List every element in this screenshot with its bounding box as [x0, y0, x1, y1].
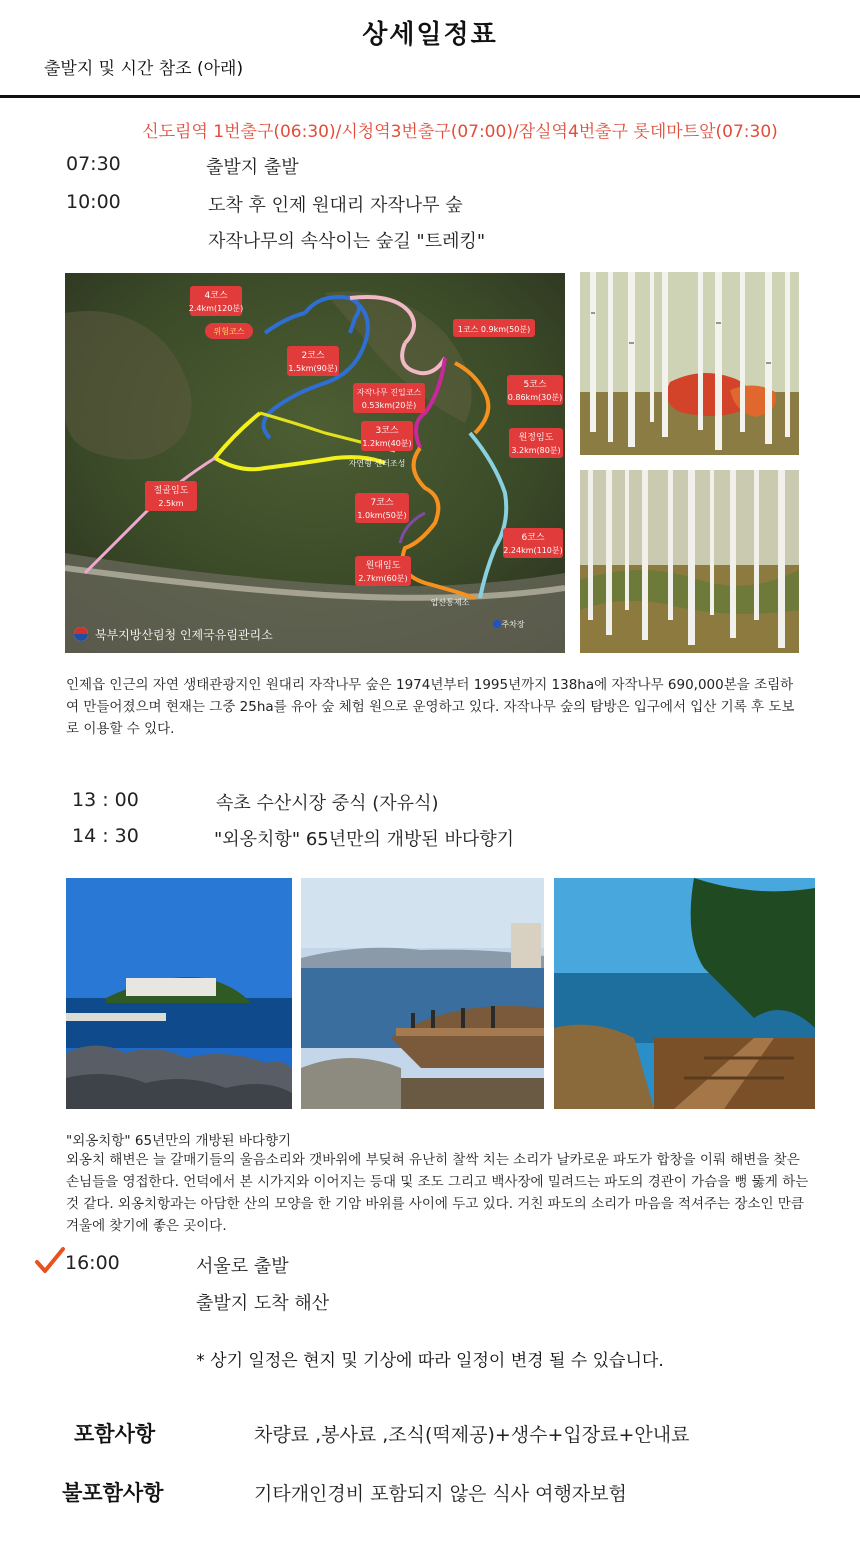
map-label: 3코스 — [375, 426, 399, 436]
map-label: 0.86km(30분) — [507, 393, 563, 402]
excluded-value: 기타개인경비 포함되지 않은 식사 여행자보험 — [254, 1483, 627, 1505]
included-label: 포함사항 — [74, 1422, 156, 1446]
map-label: 2.24km(110분) — [503, 546, 563, 555]
schedule-desc: 속초 수산시장 중식 (자유식) — [216, 793, 439, 814]
schedule-desc: "외옹치항" 65년만의 개방된 바다향기 — [214, 829, 515, 850]
schedule-desc: 서울로 출발 — [196, 1256, 289, 1277]
map-label: 절골임도 — [153, 486, 189, 496]
checkmark-icon — [34, 1246, 66, 1276]
trail-map — [65, 273, 565, 653]
map-label: 4코스 — [204, 291, 228, 301]
coast-photo — [554, 878, 815, 1109]
page-subtitle: 출발지 및 시간 참조 (아래) — [44, 59, 244, 79]
map-label: 3.2km(80분) — [511, 446, 561, 455]
map-label: 자작나무 진입코스 — [356, 388, 422, 397]
schedule-desc-sub: 자작나무의 속삭이는 숲길 "트레킹" — [208, 231, 486, 252]
map-label: 1코스 0.9km(50분) — [457, 325, 531, 334]
birch-forest-photo — [580, 470, 799, 653]
coast-photo — [66, 878, 292, 1109]
map-label: 원정임도 — [518, 433, 554, 443]
map-label: 2.7km(60분) — [358, 574, 408, 583]
map-label: 주차장 — [501, 620, 525, 629]
schedule-time: 07:30 — [66, 153, 121, 175]
schedule-time: 14 : 30 — [72, 825, 139, 847]
schedule-desc-sub: 출발지 도착 해산 — [196, 1293, 330, 1314]
map-label: 위험코스 — [213, 327, 245, 336]
map-label: 자연형 센터조성 — [348, 459, 406, 468]
forest-description: 인제읍 인근의 자연 생태관광지인 원대리 자작나무 숲은 1974년부터 1995년까지 138ha에 자작나무 690,000본을 조림하여 만들어졌으며 현재는 그중 25ha를 유아 숲 체험 원으로 운영하고 있다. 자작나무 숲의 탐방은 입구에서 입산 기록 후 도보로 이용할 수 있다. — [66, 677, 795, 737]
departure-route: 신도림역 1번출구(06:30)/시청역3번출구(07:00)/잠실역4번출구 롯데마트앞(07:30) — [142, 122, 778, 142]
port-description: 외옹치 해변은 늘 갈매기들의 울음소리와 갯바위에 부딪혀 유난히 찰싹 치는 소리가 날카로운 파도가 합창을 이뤄 해변을 찾은 손님들을 영접한다. 언덕에서 본 시가지와 이어지는 등대 및 조도 그리고 백사장에 밀려드는 파도의 경관이 가슴을 뻥 뚫게 하는 것 같다. 외옹치항과는 아담한 산의 모양을 한 기암 바위를 사이에 두고 있다. 거친 파도의 소리가 마음을 적셔주는 장소인 만큼 겨울에 찾기에 좋은 곳이다. — [66, 1152, 809, 1234]
included-value: 차량료 ,봉사료 ,조식(떡제공)+생수+입장료+안내료 — [254, 1424, 690, 1446]
port-description-heading: "외옹치항" 65년만의 개방된 바다향기 — [66, 1133, 292, 1149]
map-footer: 북부지방산림청 인제국유림관리소 — [95, 628, 273, 642]
birch-forest-photo — [580, 272, 799, 455]
schedule-notice: * 상기 일정은 현지 및 기상에 따라 일정이 변경 될 수 있습니다. — [196, 1351, 664, 1371]
map-label: 6코스 — [521, 533, 545, 543]
schedule-desc: 출발지 출발 — [206, 157, 299, 178]
header-divider — [0, 95, 860, 98]
schedule-time: 16:00 — [65, 1252, 120, 1274]
map-label: 2.4km(120분) — [188, 304, 244, 313]
page-title: 상세일정표 — [362, 20, 498, 50]
map-label: 0.53km(20분) — [361, 401, 417, 410]
map-label: 1.0km(50분) — [357, 511, 407, 520]
map-label: 2.5km — [158, 499, 184, 508]
map-label: 입산통제소 — [430, 598, 470, 607]
coast-photo — [301, 878, 544, 1109]
map-label: 1.2km(40분) — [362, 439, 412, 448]
korea-emblem-icon — [74, 627, 88, 641]
map-label: 7코스 — [370, 498, 394, 508]
excluded-label: 불포함사항 — [62, 1481, 164, 1505]
map-label: 5코스 — [523, 380, 547, 390]
map-label: 2코스 — [301, 351, 325, 361]
map-label: 원대임도 — [365, 561, 401, 571]
schedule-time: 13 : 00 — [72, 789, 139, 811]
schedule-desc: 도착 후 인제 원대리 자작나무 숲 — [208, 195, 463, 216]
map-label: 1.5km(90분) — [288, 364, 338, 373]
schedule-time: 10:00 — [66, 191, 121, 213]
